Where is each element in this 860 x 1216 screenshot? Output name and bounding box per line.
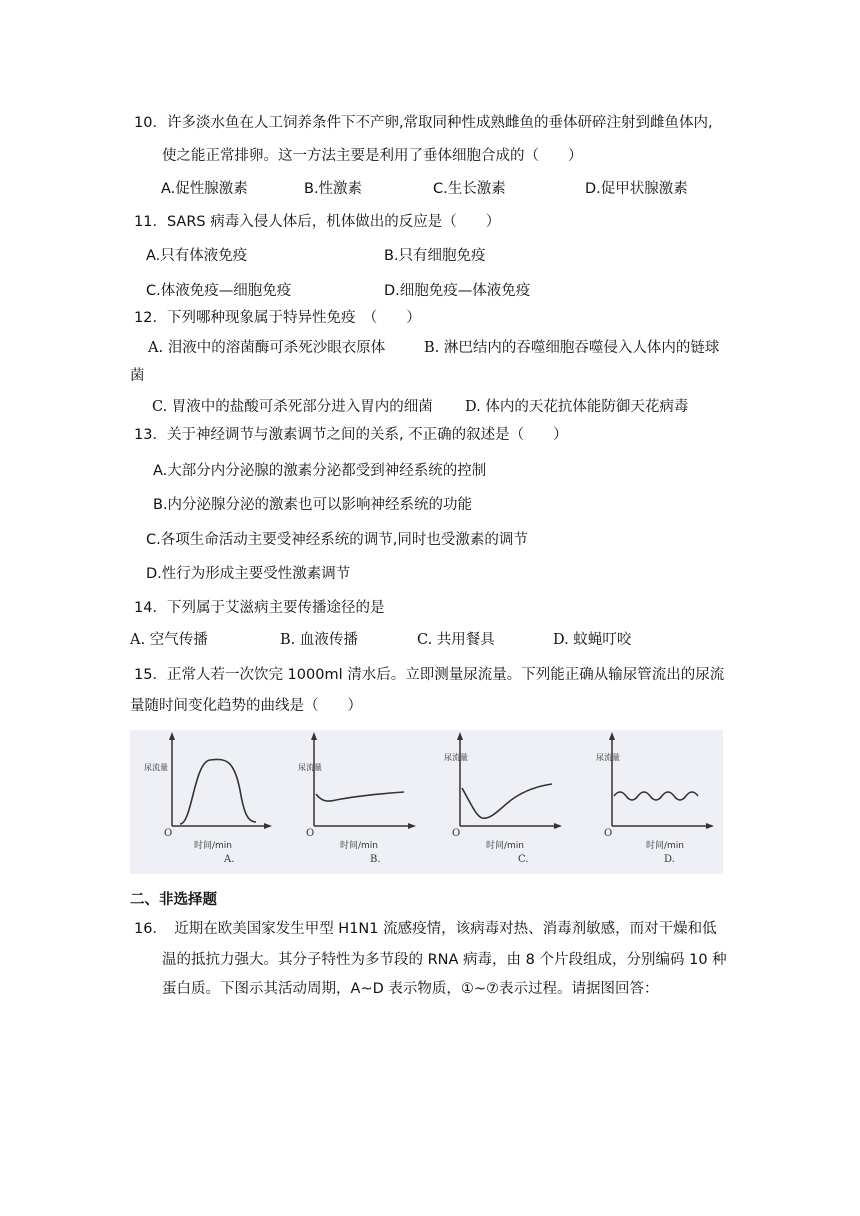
panel-d [596, 732, 714, 865]
panel-a [144, 732, 272, 865]
q14-option-d: D. 蚊蝇叮咬 [553, 632, 632, 648]
panel-d-letter: D. [664, 854, 675, 865]
q12-option-a: A. 泪液中的溶菌酶可杀死沙眼衣原体 [148, 340, 386, 356]
panel-b [298, 732, 416, 865]
q12-option-b-continued: 菌 [130, 368, 145, 384]
q10-option-b: B.性激素 [304, 181, 363, 197]
q13-option-d: D.性行为形成主要受性激素调节 [146, 566, 351, 582]
q16-stem-line1: 16． 近期在欧美国家发生甲型 H1N1 流感疫情，该病毒对热、消毒剂敏感，而对干燥和低 [134, 921, 717, 937]
q12-option-c: C. 胃液中的盐酸可杀死部分进入胃内的细菌 [152, 399, 433, 415]
q13-stem: 13．关于神经调节与激素调节之间的关系, 不正确的叙述是（ ） [134, 427, 568, 443]
panel-b-xlabel: 时间/min [340, 841, 379, 851]
panel-b-letter: B. [370, 854, 381, 865]
panel-a-xlabel: 时间/min [194, 841, 233, 851]
panel-c [444, 732, 562, 865]
panel-b-ylabel: 尿流量 [298, 763, 322, 772]
panel-a-letter: A. [224, 854, 235, 865]
q14-option-b: B. 血液传播 [280, 632, 358, 648]
q10-option-a: A.促性腺激素 [161, 181, 248, 197]
panel-d-xlabel: 时间/min [646, 841, 685, 851]
panel-c-origin: O [452, 828, 461, 839]
q10-stem-line1: 10．许多淡水鱼在人工饲养条件下不产卵,常取同种性成熟雌鱼的垂体研碎注射到雌鱼体内, [134, 115, 713, 131]
q10-option-d: D.促甲状腺激素 [585, 181, 688, 197]
curve-b [316, 792, 404, 801]
panel-c-xlabel: 时间/min [486, 841, 525, 851]
panel-a-origin: O [164, 828, 173, 839]
q11-option-b: B.只有细胞免疫 [384, 248, 486, 264]
q11-option-c: C.体液免疫—细胞免疫 [146, 283, 292, 299]
curve-d [614, 792, 698, 800]
q10-option-c: C.生长激素 [433, 181, 506, 197]
panel-b-origin: O [306, 828, 315, 839]
q13-option-a: A.大部分内分泌腺的激素分泌都受到神经系统的控制 [153, 463, 487, 479]
curve-c [462, 784, 552, 818]
curve-a [180, 759, 256, 824]
q12-option-b: B. 淋巴结内的吞噬细胞吞噬侵入人体内的链球 [424, 340, 720, 356]
q12-stem: 12．下列哪种现象属于特异性免疫 （ ） [134, 310, 421, 326]
panel-c-letter: C. [518, 854, 529, 865]
q16-stem-line3: 蛋白质。下图示其活动周期，A~D 表示物质，①~⑦表示过程。请据图回答： [162, 981, 659, 997]
q13-option-b: B.内分泌腺分泌的激素也可以影响神经系统的功能 [153, 497, 473, 513]
section-title: 二、非选择题 [130, 892, 217, 908]
q14-option-a: A. 空气传播 [130, 632, 208, 648]
q16-stem-line2: 温的抵抗力强大。其分子特性为多节段的 RNA 病毒，由 8 个片段组成，分别编码 10 种 [162, 952, 727, 968]
q11-option-a: A.只有体液免疫 [146, 248, 248, 264]
panel-d-origin: O [604, 828, 613, 839]
q11-stem: 11．SARS 病毒入侵人体后，机体做出的反应是（ ） [134, 214, 501, 230]
q10-stem-line2: 使之能正常排卵。这一方法主要是利用了垂体细胞合成的（ ） [162, 148, 583, 164]
q14-stem: 14．下列属于艾滋病主要传播途径的是 [134, 600, 385, 616]
panel-d-ylabel: 尿流量 [596, 753, 620, 762]
q14-option-c: C. 共用餐具 [417, 632, 495, 648]
q13-option-c: C.各项生命活动主要受神经系统的调节,同时也受激素的调节 [146, 532, 528, 548]
q11-option-d: D.细胞免疫—体液免疫 [384, 283, 531, 299]
q12-option-d: D. 体内的天花抗体能防御天花病毒 [465, 399, 689, 415]
q15-stem-line2: 量随时间变化趋势的曲线是（ ） [130, 698, 362, 714]
q15-stem-line1: 15．正常人若一次饮完 1000ml 清水后。立即测量尿流量。下列能正确从输尿管流出的尿流 [134, 667, 725, 683]
panel-c-ylabel: 尿流量 [444, 753, 468, 762]
q15-curve-figure [130, 730, 723, 874]
panel-a-ylabel: 尿流量 [144, 763, 168, 772]
